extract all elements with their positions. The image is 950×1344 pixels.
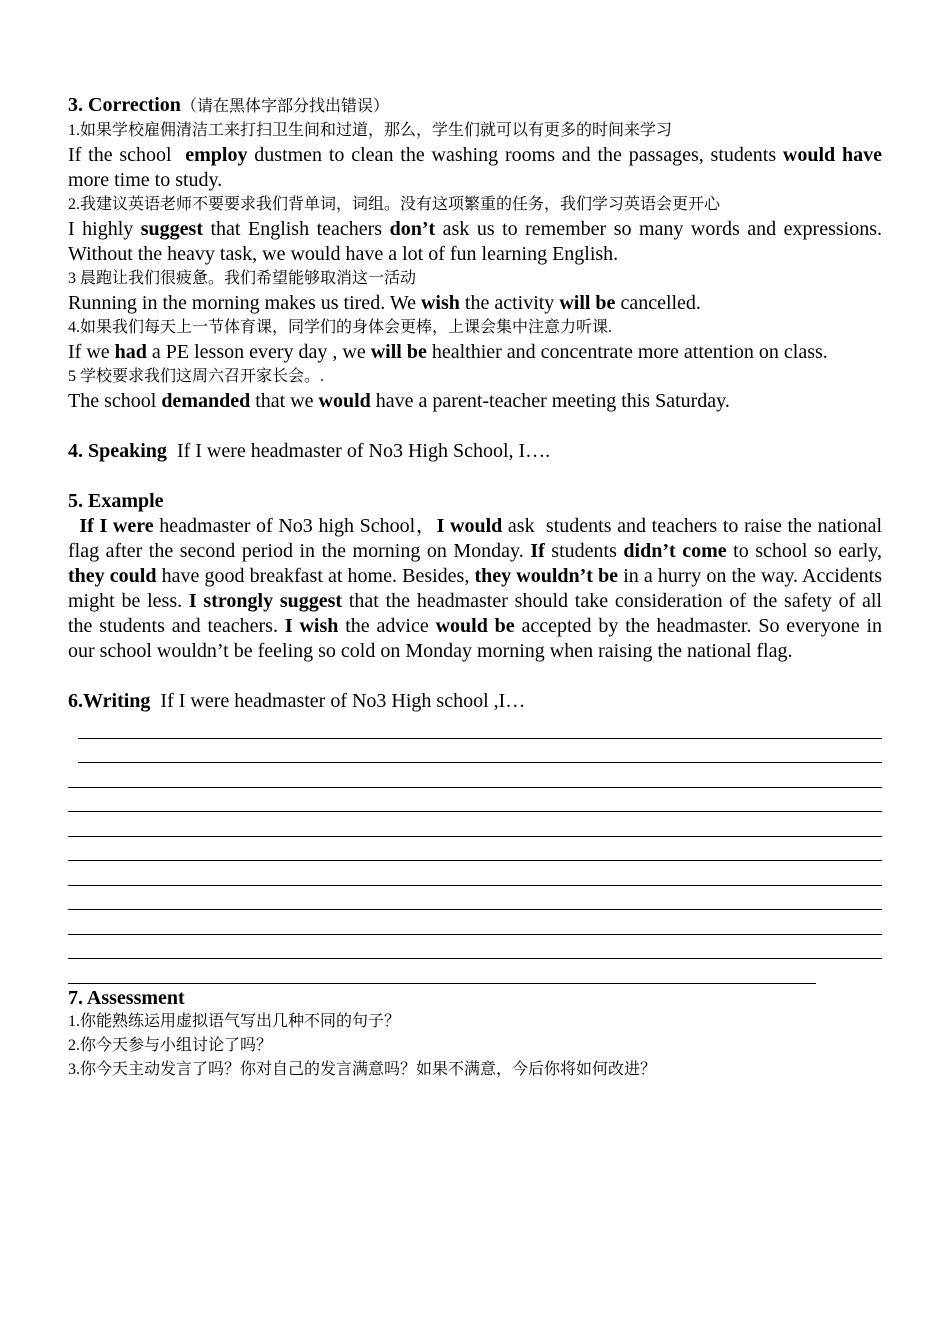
text-run: the advice [338, 615, 436, 637]
correction-item-english [68, 143, 887, 193]
correction-item-chinese: 3 晨跑让我们很疲惫。我们希望能够取消这一活动 [68, 270, 417, 287]
bold-phrase: would be [435, 615, 515, 637]
writing-title: .Writing [78, 690, 151, 712]
bold-phrase: don’t [389, 218, 436, 240]
writing-line[interactable] [68, 763, 882, 788]
text-run: that we [250, 390, 319, 412]
speaking-prompt: If I were headmaster of No3 High School, I…. [166, 440, 551, 462]
bold-phrase: had [114, 341, 147, 363]
bold-phrase: I wish [284, 615, 339, 637]
correction-item-chinese: 5 学校要求我们这周六召开家长会。. [68, 368, 325, 385]
text-run: ask students and teachers to raise the national flag after the second period in the morning on Monday. [68, 515, 888, 562]
writing-line[interactable] [68, 935, 882, 960]
text-run: that English teachers [203, 218, 390, 240]
correction-item-english [68, 217, 887, 267]
text-run: have a parent-teacher meeting this Saturday. [370, 390, 730, 412]
text-run: that the headmaster should take consideration of the safety of all the students and teachers. [68, 590, 887, 637]
writing-line[interactable] [68, 812, 882, 837]
text-run: have good breakfast at home. Besides, [156, 565, 475, 587]
correction-heading [68, 92, 882, 119]
writing-number: 6 [68, 690, 78, 712]
bold-phrase: demanded [161, 390, 251, 412]
bold-phrase: employ [185, 144, 248, 166]
bold-phrase: If [530, 540, 545, 562]
text-run: cancelled. [615, 292, 701, 314]
assessment-items [68, 1010, 882, 1082]
writing-line[interactable] [68, 886, 882, 911]
writing-lines[interactable] [68, 714, 882, 984]
correction-title: Correction [88, 94, 181, 116]
text-run: dustmen to clean the washing rooms and the passages, students [247, 144, 783, 166]
writing-prompt: If I were headmaster of No3 High school ,I… [150, 690, 526, 712]
correction-item-chinese: 1.如果学校雇佣清洁工来打扫卫生间和过道，那么，学生们就可以有更多的时间来学习 [68, 122, 673, 139]
example-paragraph [68, 514, 888, 664]
text-run: in a hurry on the way. Accidents might be less. [68, 565, 888, 612]
writing-line[interactable] [78, 714, 882, 739]
correction-item-english [68, 340, 882, 365]
writing-line[interactable] [78, 739, 882, 764]
assessment-item: 3.你今天主动发言了吗？你对自己的发言满意吗？如果不满意，今后你将如何改进？ [68, 1060, 657, 1078]
text-run: students [544, 540, 624, 562]
text-run: the activity [459, 292, 560, 314]
bold-phrase: will be [370, 341, 427, 363]
text-run: accepted by the headmaster. So everyone in our school wouldn’t be feeling so cold on Monday morning when raising the national flag. [68, 615, 888, 662]
assessment-item: 1.你能熟练运用虚拟语气写出几种不同的句子？ [68, 1012, 401, 1030]
bold-phrase: didn’t come [623, 540, 727, 562]
writing-line[interactable] [68, 837, 882, 862]
correction-item-chinese: 2.我建议英语老师不要要求我们背单词，词组。没有这项繁重的任务，我们学习英语会更开心 [68, 196, 721, 213]
writing-line[interactable] [68, 788, 882, 813]
example-title: 5. Example [68, 490, 164, 512]
correction-items [68, 119, 887, 414]
correction-number: 3. [68, 94, 83, 116]
bold-phrase: will be [559, 292, 616, 314]
bold-phrase: If I were [79, 515, 154, 537]
text-run: If we [68, 341, 115, 363]
bold-phrase: would have [782, 144, 882, 166]
bold-phrase: they wouldn’t be [474, 565, 619, 587]
writing-line[interactable] [68, 861, 882, 886]
text-run: ask us to remember so many words and expressions. Without the heavy task, we would have a lot of fun learning English. [68, 218, 887, 265]
correction-note: （请在黑体字部分找出错误） [180, 98, 389, 115]
speaking-title: 4. Speaking [68, 440, 167, 462]
text-run [68, 515, 79, 537]
correction-item-chinese: 4.如果我们每天上一节体育课，同学们的身体会更棒，上课会集中注意力听课. [68, 319, 613, 336]
assessment-title: 7. Assessment [68, 986, 185, 1009]
text-run: Running in the morning makes us tired. We [68, 292, 421, 314]
text-run: headmaster of No3 high School， [153, 515, 437, 537]
text-run: If the school [68, 144, 186, 166]
bold-phrase: suggest [140, 218, 203, 240]
worksheet-page [68, 92, 888, 1082]
text-run: The school [68, 390, 162, 412]
text-run: to school so early, [726, 540, 887, 562]
text-run: I highly [68, 218, 141, 240]
writing-line[interactable] [68, 910, 882, 935]
speaking-section [68, 439, 882, 464]
text-run: a PE lesson every day , we [146, 341, 371, 363]
correction-item-english [68, 389, 882, 414]
bold-phrase: I would [436, 515, 503, 537]
bold-phrase: wish [420, 292, 460, 314]
assessment-item: 2.你今天参与小组讨论了吗？ [68, 1036, 273, 1054]
bold-phrase: would [318, 390, 371, 412]
text-run: healthier and concentrate more attention on class. [426, 341, 828, 363]
writing-line[interactable] [68, 959, 816, 984]
correction-item-english [68, 291, 882, 316]
bold-phrase: I strongly suggest [188, 590, 343, 612]
writing-section [68, 689, 882, 714]
text-run: more time to study. [68, 144, 887, 191]
bold-phrase: they could [68, 565, 157, 587]
